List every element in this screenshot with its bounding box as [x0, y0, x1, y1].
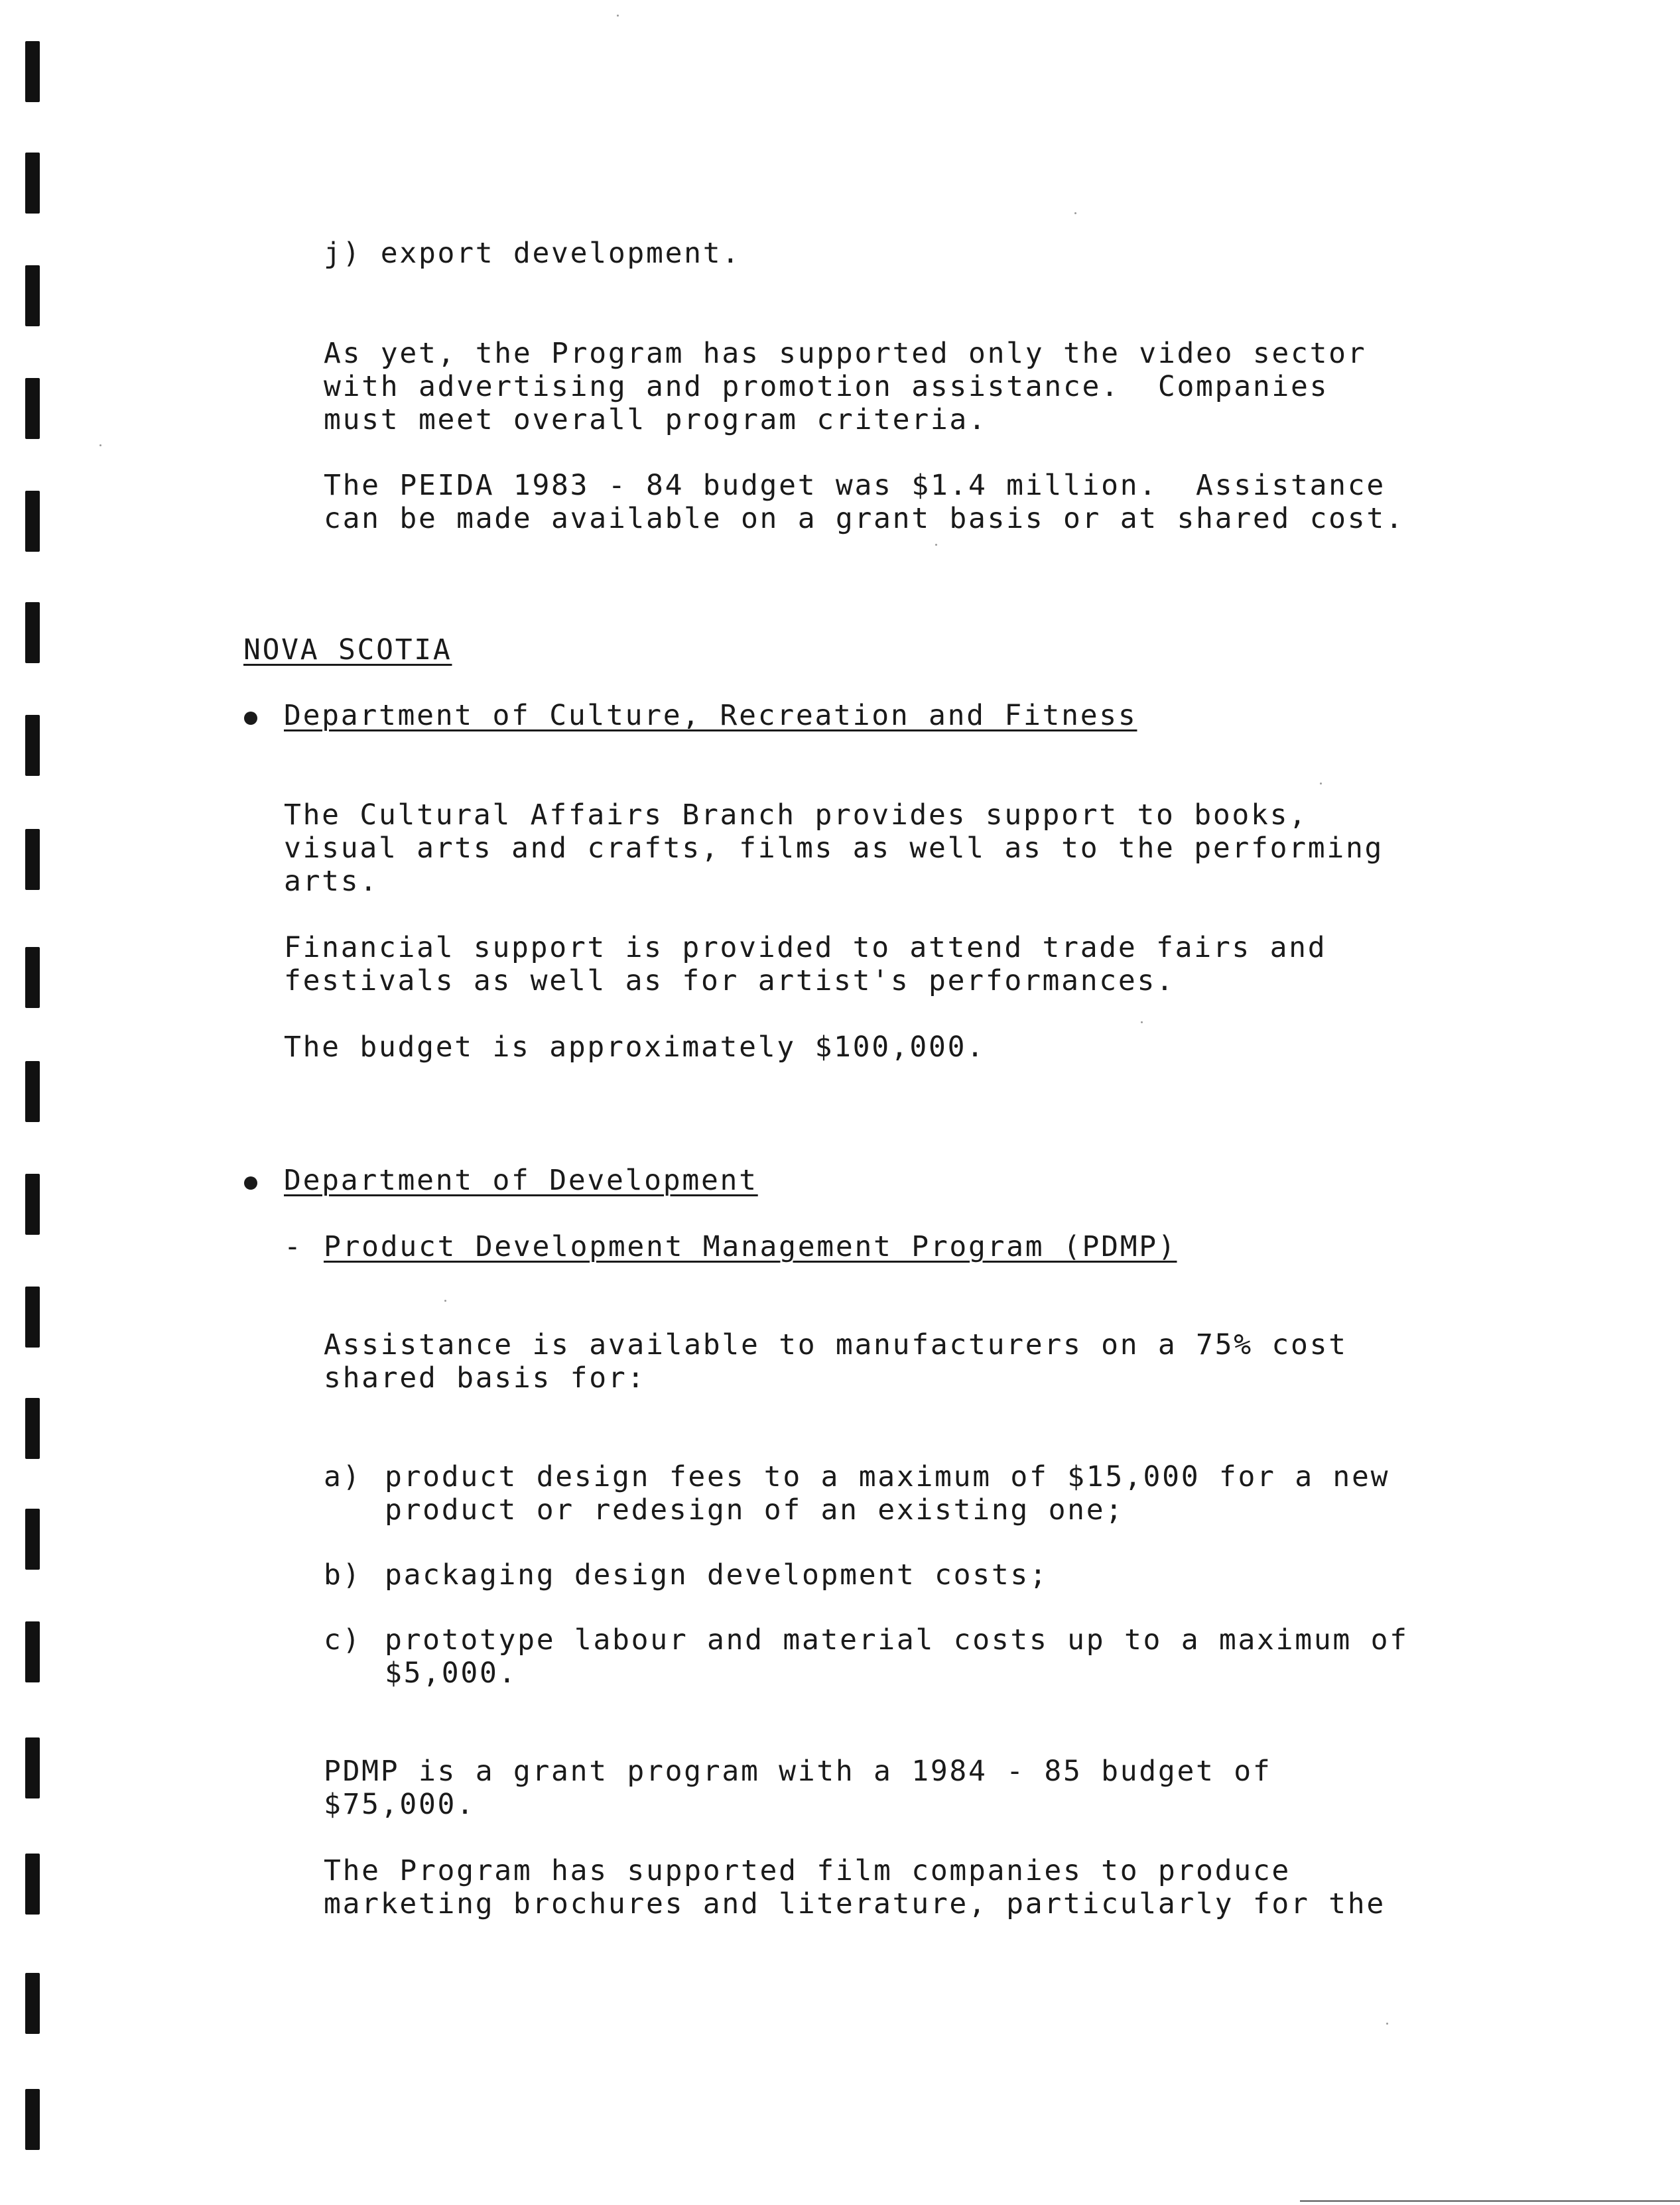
department-heading-development: Department of Development	[284, 1164, 758, 1197]
list-item-marker: c)	[324, 1623, 362, 1657]
dash-marker: -	[284, 1230, 303, 1263]
department-heading-culture: Department of Culture, Recreation and Fitness	[284, 699, 1137, 732]
list-item-line: product design fees to a maximum of $15,000 for a new	[385, 1460, 1390, 1493]
paragraph-line: festivals as well as for artist's performances.	[284, 964, 1175, 997]
list-item-marker: a)	[324, 1460, 362, 1493]
paragraph-line: The Cultural Affairs Branch provides support to books,	[284, 798, 1308, 832]
list-item-line: packaging design development costs;	[385, 1558, 1049, 1592]
bullet-icon	[244, 1176, 257, 1190]
paragraph-line: As yet, the Program has supported only the video sector	[324, 337, 1367, 370]
list-item-line: product or redesign of an existing one;	[385, 1493, 1124, 1527]
list-item-j: j) export development.	[324, 237, 741, 270]
list-item-line: $5,000.	[385, 1657, 518, 1690]
paragraph-line: PDMP is a grant program with a 1984 - 85 budget of	[324, 1755, 1272, 1788]
paragraph-line: arts.	[284, 865, 379, 898]
section-heading-nova-scotia: NOVA SCOTIA	[243, 633, 452, 666]
paragraph-line: Assistance is available to manufacturers on a 75% cost	[324, 1328, 1348, 1361]
paragraph-line: must meet overall program criteria.	[324, 403, 988, 436]
list-item-line: prototype labour and material costs up to a maximum of	[385, 1623, 1409, 1657]
paragraph-line: shared basis for:	[324, 1361, 646, 1395]
program-heading-pdmp: Product Development Management Program (PDMP)	[324, 1230, 1177, 1263]
paragraph-line: visual arts and crafts, films as well as to the performing	[284, 832, 1384, 865]
paragraph-line: can be made available on a grant basis or at shared cost.	[324, 502, 1405, 535]
paragraph-line: $75,000.	[324, 1788, 476, 1821]
paragraph-line: Financial support is provided to attend trade fairs and	[284, 931, 1327, 964]
paragraph-line: The Program has supported film companies to produce	[324, 1854, 1291, 1887]
paragraph-line: The PEIDA 1983 - 84 budget was $1.4 million. Assistance	[324, 469, 1386, 502]
paragraph-line: with advertising and promotion assistance. Companies	[324, 370, 1329, 403]
bullet-icon	[244, 712, 257, 725]
paragraph-line: The budget is approximately $100,000.	[284, 1031, 986, 1064]
paragraph-line: marketing brochures and literature, particularly for the	[324, 1887, 1386, 1921]
list-item-marker: b)	[324, 1558, 362, 1592]
